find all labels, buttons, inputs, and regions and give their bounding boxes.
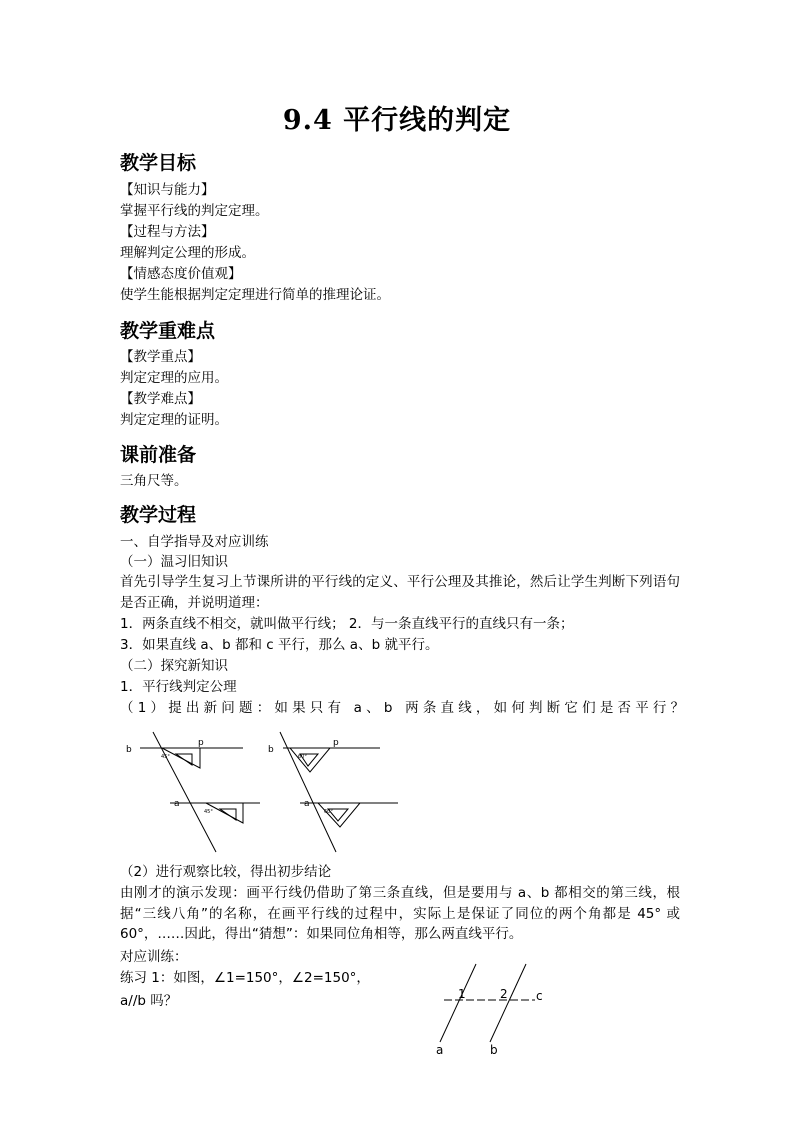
process-item3: 3．如果直线 a、b 都和 c 平行，那么 a、b 就平行。 (120, 637, 439, 653)
angle-label-top: 45° (161, 754, 170, 760)
triangle-top (290, 748, 330, 772)
label-p: p (333, 738, 339, 748)
triangle-bottom-inner (220, 809, 236, 820)
angle-label-top: 60° (298, 754, 307, 760)
process-line2: （一）温习旧知识 (120, 554, 228, 570)
process-para2: 由刚才的演示发现：画平行线仍借助了第三条直线，但是要用与 a、b 都相交的第三线，根据“三线八角”的名称，在画平行线的过程中，实际上是保证了同位的两个角都是 45° 或 60°，……因此，得出“猜想”：如果同位角相等，那么两直线平行。 (120, 885, 680, 942)
left-triangle-figure (126, 732, 260, 852)
transversal-line (153, 732, 216, 852)
key-points-heading: 教学重难点 (120, 320, 216, 342)
goals-heading: 教学目标 (120, 152, 197, 174)
angle-label-2: 2 (500, 987, 508, 1001)
process-line4: 1．平行线判定公理 (120, 679, 237, 695)
page-title: 9.4 平行线的判定 (282, 105, 512, 136)
label-a: a (304, 799, 310, 809)
exercise-question: a//b 吗？ (120, 993, 178, 1009)
difficult-label: 【教学难点】 (120, 391, 201, 407)
triangle-top-inner (176, 754, 192, 765)
process-label: 【过程与方法】 (120, 224, 215, 240)
process-line7: 对应训练： (120, 949, 188, 965)
process-line3: （二）探究新知识 (120, 658, 228, 674)
knowledge-text: 掌握平行线的判定定理。 (120, 203, 269, 219)
line-a (440, 964, 476, 1042)
process-line1: 一、自学指导及对应训练 (120, 534, 269, 550)
process-item1: 1．两条直线不相交，就叫做平行线； 2．与一条直线平行的直线只有一条； (120, 616, 574, 632)
transversal-line (280, 732, 336, 852)
process-text: 理解判定公理的形成。 (120, 245, 255, 261)
key-label: 【教学重点】 (120, 349, 201, 365)
emotion-text: 使学生能根据判定定理进行简单的推理论证。 (120, 287, 390, 303)
process-para1: 首先引导学生复习上节课所讲的平行线的定义、平行公理及其推论，然后让学生判断下列语句是否正确，并说明道理： (120, 574, 680, 611)
knowledge-label: 【知识与能力】 (120, 182, 215, 198)
key-text: 判定定理的应用。 (120, 370, 228, 386)
process-line5: （1）提出新问题：如果只有 a、b 两条直线，如何判断它们是否平行？ (120, 700, 689, 716)
label-a: a (174, 799, 180, 809)
difficult-text: 判定定理的证明。 (120, 412, 228, 428)
label-b: b (126, 745, 132, 755)
preparation-text: 三角尺等。 (120, 473, 188, 489)
process-heading: 教学过程 (120, 504, 197, 526)
exercise-figure (430, 960, 560, 1060)
angle-label-bottom: 45° (204, 809, 213, 815)
angle-label-1: 1 (458, 987, 466, 1001)
preparation-heading: 课前准备 (120, 444, 197, 466)
exercise-text: 练习 1：如图，∠1=150°，∠2=150°， (120, 970, 370, 986)
line-b (490, 964, 526, 1042)
label-c: c (536, 989, 543, 1003)
angle-label-bottom: 60° (324, 809, 333, 815)
process-line6: （2）进行观察比较，得出初步结论 (120, 864, 332, 880)
right-triangle-figure (268, 732, 398, 852)
triangle-ruler-figures (118, 728, 408, 858)
label-p: p (198, 738, 204, 748)
label-b: b (268, 745, 274, 755)
emotion-label: 【情感态度价值观】 (120, 266, 242, 282)
label-b: b (490, 1043, 498, 1057)
label-a: a (436, 1043, 444, 1057)
triangle-bottom (318, 803, 360, 827)
